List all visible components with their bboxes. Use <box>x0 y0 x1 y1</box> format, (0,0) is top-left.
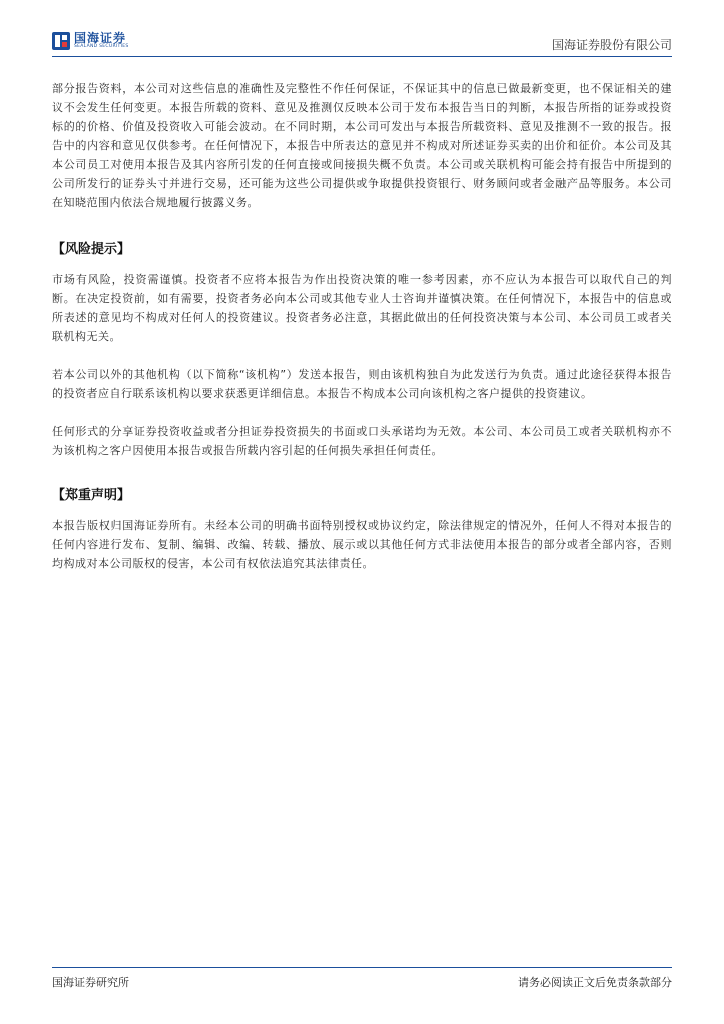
logo-subtext: SEALAND SECURITIES <box>74 44 129 50</box>
page-footer <box>52 967 672 992</box>
notice-heading: 【郑重声明】 <box>52 488 131 503</box>
logo-name: 国海证券 <box>74 31 127 46</box>
company-logo <box>52 30 129 52</box>
sealand-logo-icon <box>52 32 70 50</box>
risk-paragraph-1: 市场有风险，投资需谨慎。投资者不应将本报告为作出投资决策的唯一参考因素，亦不应认为本报告可以取代自己的判断。在决定投资前，如有需要，投资者务必向本公司或其他专业人士咨询并谨慎决策。在任何情况下，本报告中的信息或所表述的意见均不构成对任何人的投资建议。投资者务必注意，其据此做出的任何投资决策与本公司、本公司员工或者关联机构无关。 <box>52 273 672 343</box>
footer-institute: 国海证券研究所 <box>52 976 129 989</box>
footer-disclaimer-note: 请务必阅读正文后免责条款部分 <box>518 976 672 989</box>
copyright-paragraph: 本报告版权归国海证券所有。未经本公司的明确书面特别授权或协议约定，除法律规定的情况外，任何人不得对本报告的任何内容进行发布、复制、编辑、改编、转载、播放、展示或以其他任何方式非法使用本报告的部分或者全部内容，否则均构成对本公司版权的侵害，本公司有权依法追究其法律责任。 <box>52 519 672 570</box>
risk-paragraph-3: 任何形式的分享证券投资收益或者分担证券投资损失的书面或口头承诺均为无效。本公司、本公司员工或者关联机构亦不为该机构之客户因使用本报告或报告所载内容引起的任何损失承担任何责任。 <box>52 425 672 457</box>
page-header <box>52 28 672 57</box>
disclaimer-paragraph-1: 部分报告资料，本公司对这些信息的准确性及完整性不作任何保证，不保证其中的信息已做最新变更，也不保证相关的建议不会发生任何变更。本报告所载的资料、意见及推测仅反映本公司于发布本报告当日的判断，本报告所指的证券或投资标的的价格、价值及投资收入可能会波动。在不同时期，本公司可发出与本报告所载资料、意见及推测不一致的报告。报告中的内容和意见仅供参考。在任何情况下，本报告中所表达的意见并不构成对所述证券买卖的出价和征价。本公司及其本公司员工对使用本报告及其内容所引发的任何直接或间接损失概不负责。本公司或关联机构可能会持有报告中所提到的公司所发行的证券头寸并进行交易，还可能为这些公司提供或争取提供投资银行、财务顾问或者金融产品等服务。本公司在知晓范围内依法合规地履行披露义务。 <box>52 82 672 209</box>
risk-paragraph-2: 若本公司以外的其他机构（以下简称“该机构”）发送本报告，则由该机构独自为此发送行为负责。通过此途径获得本报告的投资者应自行联系该机构以要求获悉更详细信息。本报告不构成本公司向该机构之客户提供的投资建议。 <box>52 368 672 400</box>
risk-warning-heading: 【风险提示】 <box>52 242 131 257</box>
company-name: 国海证券股份有限公司 <box>551 38 672 52</box>
disclaimer-content <box>52 79 672 573</box>
